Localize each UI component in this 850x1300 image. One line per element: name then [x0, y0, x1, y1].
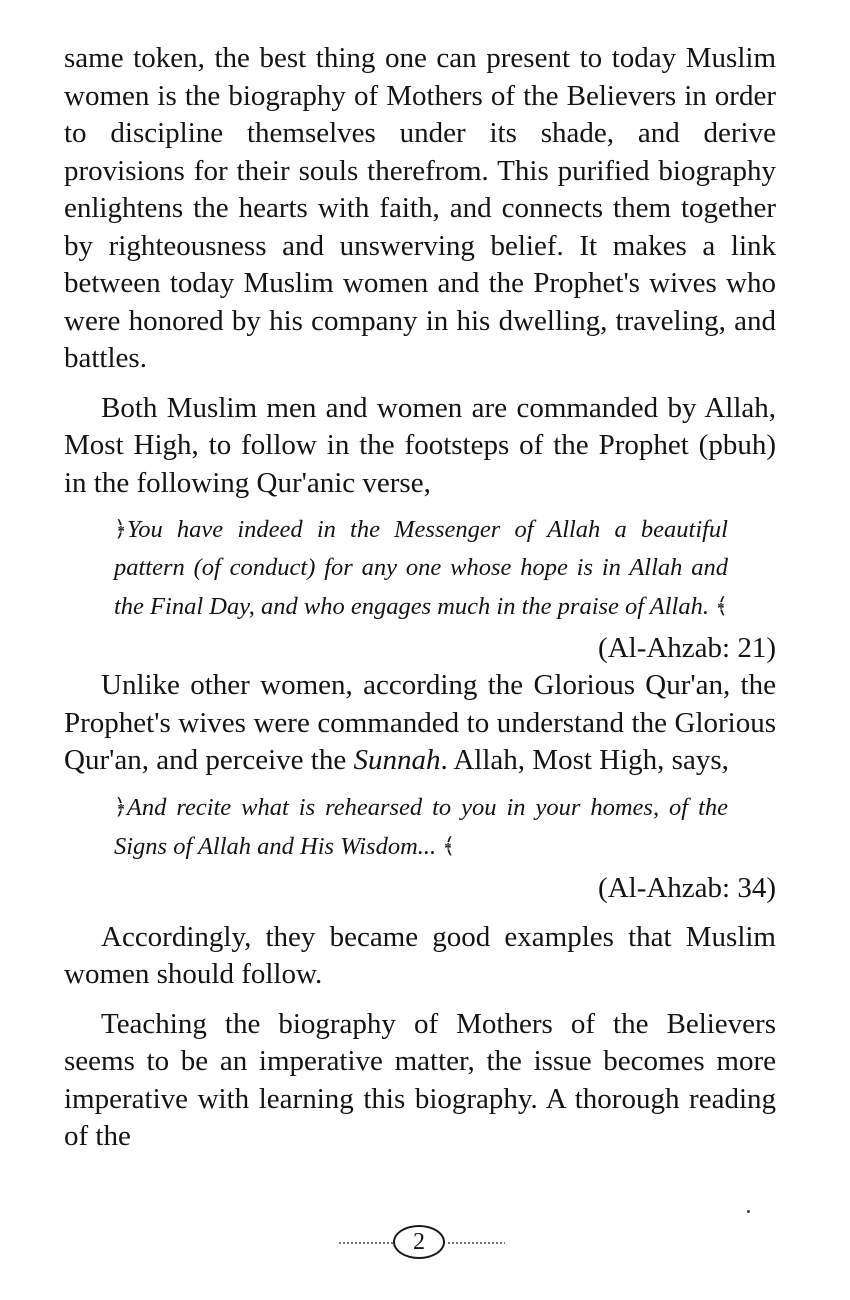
paragraph-wives-text: Unlike other women, according the Glorious Qur'an, the Prophet's wives were commanded to understand the Glorious Qur'an, and perceive the: [64, 669, 776, 776]
sunnah-term: Sunnah: [353, 744, 441, 776]
paragraph-wives-end: . Allah, Most High, says,: [440, 744, 729, 776]
paragraph-wives: [64, 667, 776, 780]
quran-verse-2: [114, 788, 728, 866]
print-speck: [747, 1210, 750, 1213]
paragraph-examples: Accordingly, they became good examples that Muslim women should follow.: [64, 920, 776, 990]
verse-text: And recite what is rehearsed to you in your homes, of the Signs of Allah and His Wisdom...: [114, 793, 728, 860]
verse-open-bracket: ﴿: [114, 516, 127, 541]
paragraph-teaching: Teaching the biography of Mothers of the Believers seems to be an imperative matter, the issue becomes more imperative with learning this biography. A thorough reading of the: [64, 1007, 776, 1152]
page-number: 2: [393, 1225, 445, 1259]
page-body: [64, 40, 776, 1156]
quran-verse-1: [114, 510, 728, 626]
verse-close-bracket: ﴾: [715, 593, 728, 618]
verse-open-bracket: ﴿: [114, 793, 127, 819]
footer-ornament-right: [447, 1241, 505, 1246]
paragraph-command: Both Muslim men and women are commanded by Allah, Most High, to follow in the footsteps of the Prophet (pbuh) in the following Qur'anic verse,: [64, 391, 776, 499]
verse-citation-2: (Al-Ahzab: 34): [598, 871, 776, 904]
verse-citation-1: (Al-Ahzab: 21): [598, 632, 776, 664]
page-footer: [0, 1223, 850, 1263]
footer-ornament-left: [338, 1241, 393, 1246]
verse-text: You have indeed in the Messenger of Allah a beautiful pattern (of conduct) for any one whose hope is in Allah and the Final Day, and who engages much in the praise of Allah.: [114, 516, 728, 620]
paragraph-intro: same token, the best thing one can present to today Muslim women is the biography of Mothers of the Believers in order to discipline themselves under its shade, and derive provisions for their souls therefrom. This purified biography enlightens the hearts with faith, and connects them together by righteousness and unswerving belief. It makes a link between today Muslim women and the Prophet's wives who were honored by his company in his dwelling, traveling, and battles.: [64, 42, 776, 374]
verse-close-bracket: ﴾: [442, 832, 456, 858]
